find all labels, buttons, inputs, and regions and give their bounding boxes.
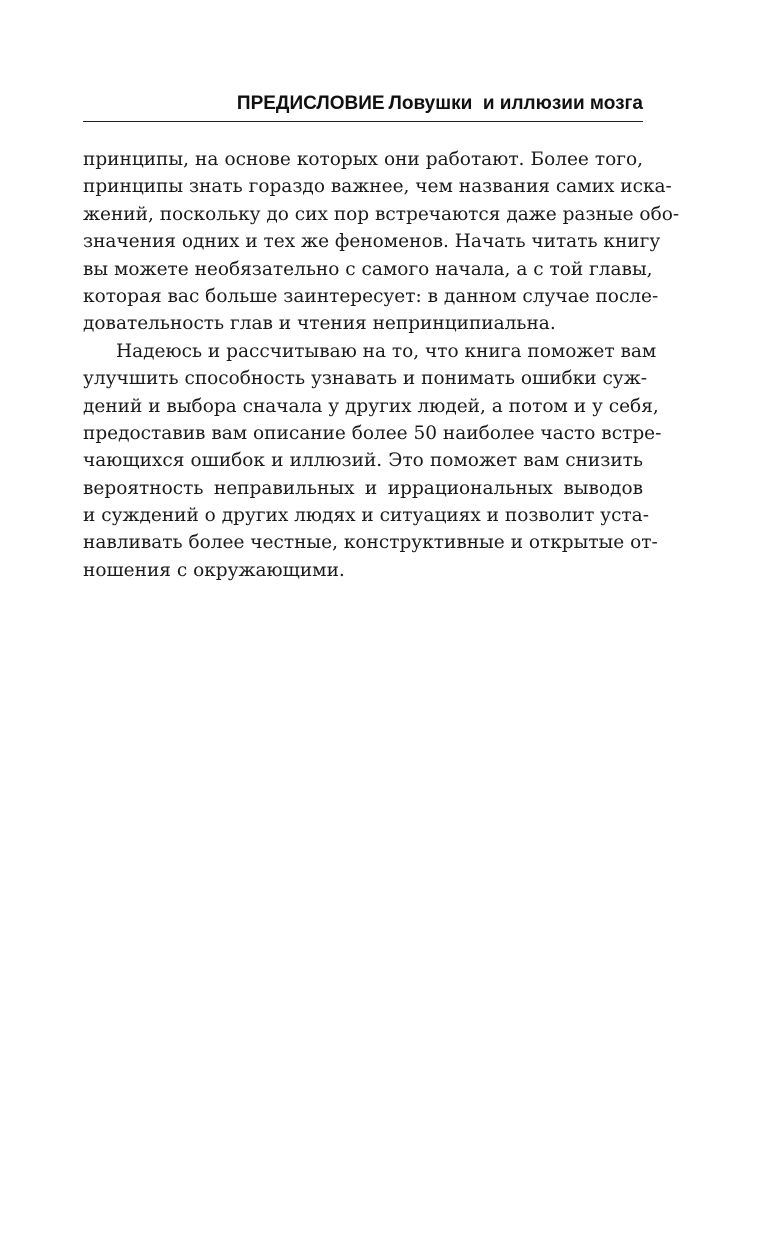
body-text [83,146,680,584]
text-line: ношения с окружающими. [83,559,345,581]
text-line: принципы, на основе которых они работают. Более того, [83,149,643,170]
text-line: предоставив вам описание более 50 наиболее часто встре- [83,422,662,444]
paragraph-1 [83,146,680,338]
text-line: навливать более честные, конструктивные и открытые от- [83,532,658,554]
text-line: вероятность неправильных и иррациональных выводов [83,477,643,499]
header-rule [83,121,643,122]
paragraph-2 [83,338,662,585]
text-line: дений и выбора сначала у других людей, а потом и у себя, [83,395,659,417]
text-line: значения одних и тех же феноменов. Начать читать книгу [83,231,661,253]
running-header [83,92,643,116]
header-book-title: Ловушки и иллюзии мозга [388,93,643,114]
text-line: жений, поскольку до сих пор встречаются даже разные обо- [83,203,680,225]
text-line: Надеюсь и рассчитываю на то, что книга поможет вам [116,340,657,362]
header-section-label: ПРЕДИСЛОВИЕ [236,93,385,114]
text-line: принципы знать гораздо важнее, чем названия самих иска- [83,176,672,198]
text-line: вы можете необязательно с самого начала, а с той главы, [83,258,653,280]
text-line: которая вас больше заинтересует: в данном случае после- [83,285,659,307]
text-line: улучшить способность узнавать и понимать ошибки суж- [83,368,647,390]
text-line: довательность глав и чтения непринципиальна. [83,313,556,335]
text-line: и суждений о других людях и ситуациях и позволит уста- [83,505,649,527]
text-line: чающихся ошибок и иллюзий. Это поможет вам снизить [83,450,643,472]
